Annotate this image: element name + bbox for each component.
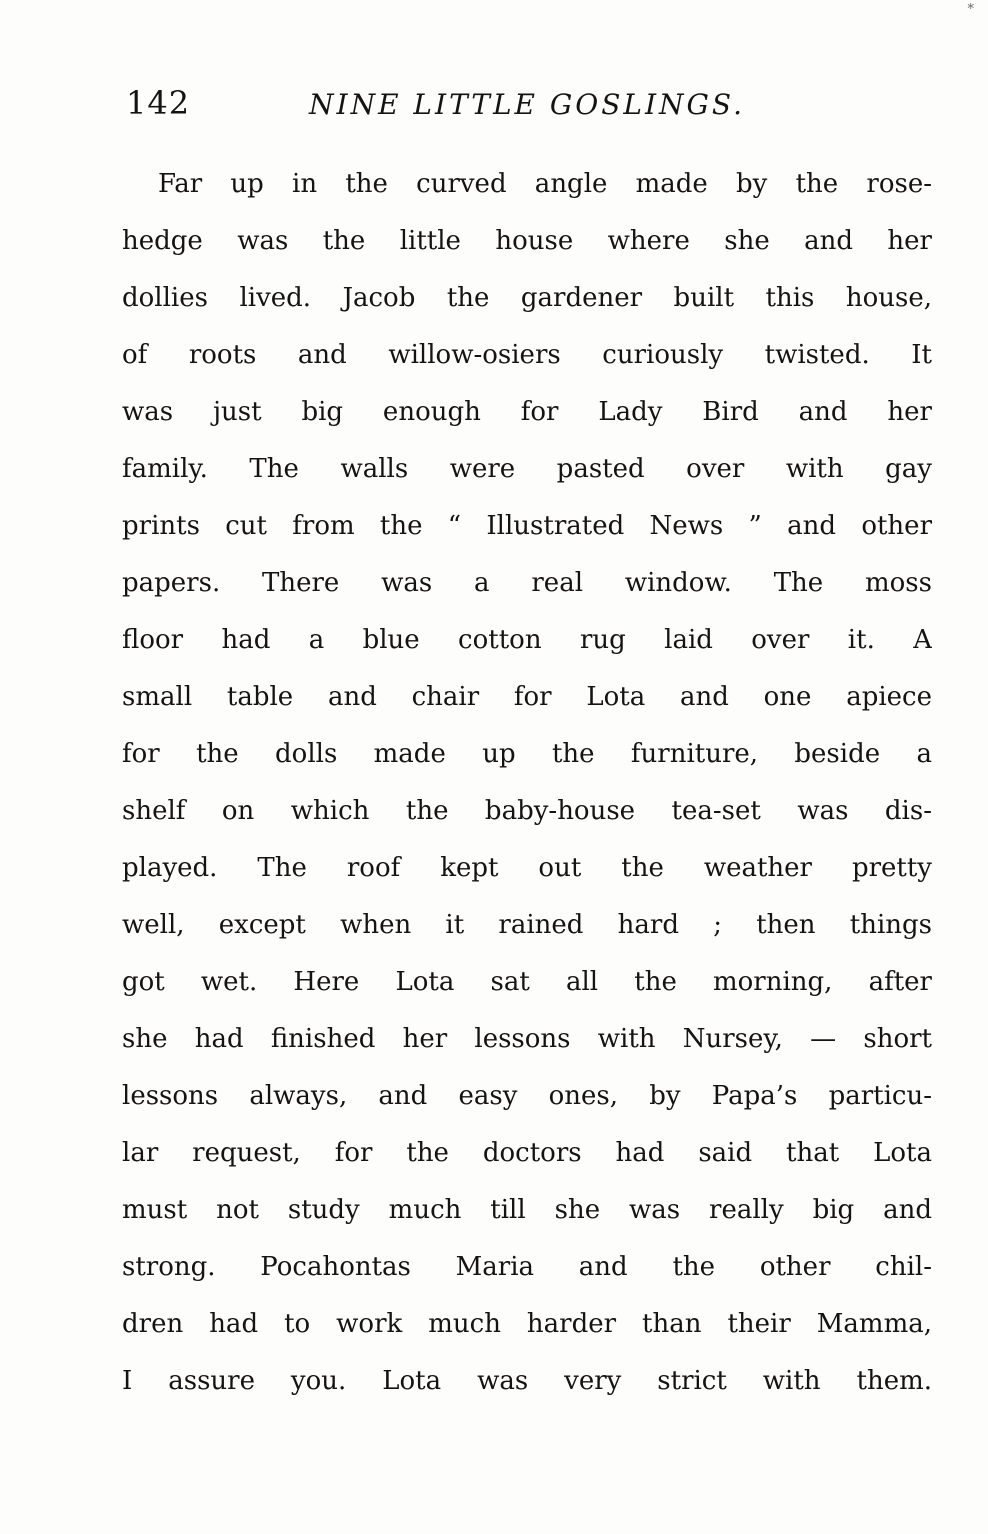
text-line: family. The walls were pasted over with gay <box>122 454 932 484</box>
text-line: lar request, for the doctors had said that Lota <box>122 1138 932 1168</box>
page-corner-mark: * <box>967 2 974 17</box>
text-line: dren had to work much harder than their Mamma, <box>122 1309 932 1339</box>
text-line: dollies lived. Jacob the gardener built this house, <box>122 283 932 313</box>
text-line: well, except when it rained hard ; then things <box>122 910 932 940</box>
text-line: hedge was the little house where she and her <box>122 226 932 256</box>
page-body <box>122 156 932 1410</box>
page-number: 142 <box>126 84 191 122</box>
text-line: must not study much till she was really big and <box>122 1195 932 1225</box>
text-line: got wet. Here Lota sat all the morning, after <box>122 967 932 997</box>
text-line: for the dolls made up the furniture, beside a <box>122 739 932 769</box>
text-line: strong. Pocahontas Maria and the other chil- <box>122 1252 932 1282</box>
running-title: NINE LITTLE GOSLINGS. <box>309 88 745 121</box>
text-line: small table and chair for Lota and one apiece <box>122 682 932 712</box>
text-line: I assure you. Lota was very strict with them. <box>122 1366 932 1396</box>
running-head <box>122 84 932 130</box>
text-line: papers. There was a real window. The moss <box>122 568 932 598</box>
text-line: of roots and willow-osiers curiously twisted. It <box>122 340 932 370</box>
text-line: Far up in the curved angle made by the rose- <box>158 169 932 199</box>
text-line: floor had a blue cotton rug laid over it. A <box>122 625 932 655</box>
text-column <box>122 84 932 1410</box>
text-line: was just big enough for Lady Bird and her <box>122 397 932 427</box>
text-line: she had finished her lessons with Nursey, — short <box>122 1024 932 1054</box>
text-line: prints cut from the “ Illustrated News ” and other <box>122 511 932 541</box>
text-line: shelf on which the baby-house tea-set was dis- <box>122 796 932 826</box>
text-line: lessons always, and easy ones, by Papa’s particu- <box>122 1081 932 1111</box>
text-line: played. The roof kept out the weather pretty <box>122 853 932 883</box>
